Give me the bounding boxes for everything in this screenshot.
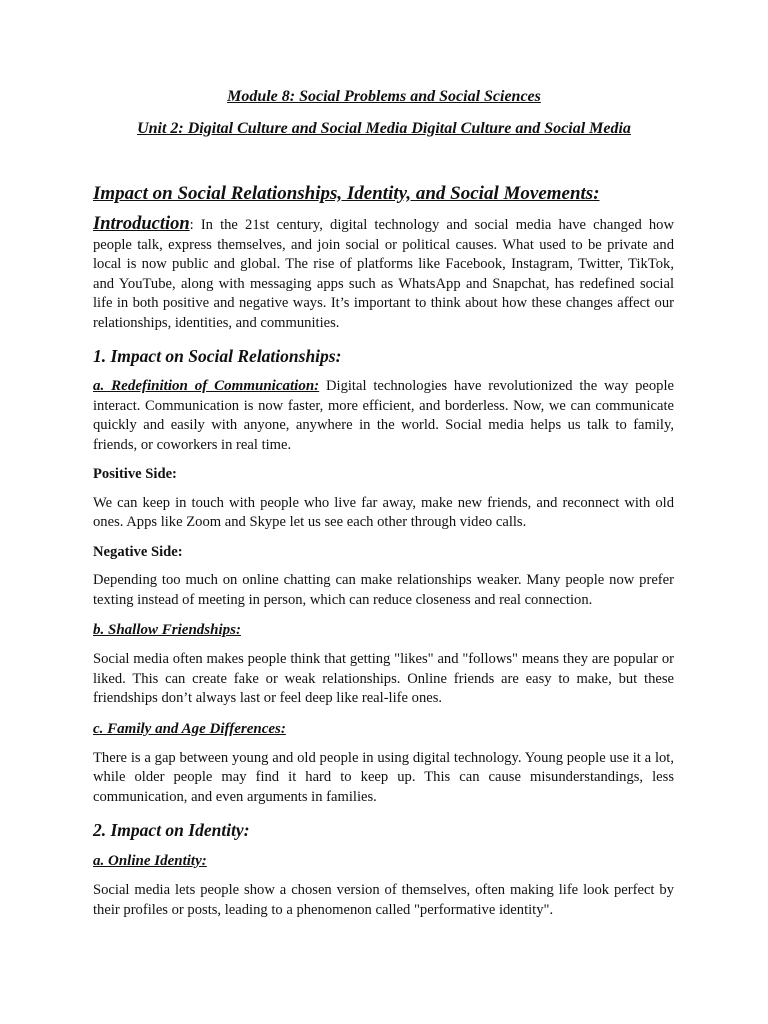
section-2a-text: Social media lets people show a chosen version of themselves, often making life look perfect by their profiles or posts, leading to a phenomenon called "performative identity". xyxy=(93,882,674,918)
negative-side-text: Depending too much on online chatting can make relationships weaker. Many people now prefer texting instead of meeting in person, which can reduce closeness and real connection. xyxy=(93,572,674,608)
section-1a-label: a. Redefinition of Communication: xyxy=(93,378,320,394)
section-1a-paragraph xyxy=(93,377,674,455)
section-1c-label: c. Family and Age Differences: xyxy=(93,720,286,737)
module-title: Module 8: Social Problems and Social Sciences xyxy=(227,88,541,105)
section-1b-label: b. Shallow Friendships: xyxy=(93,622,241,638)
unit-title: Unit 2: Digital Culture and Social Media Digital Culture and Social Media xyxy=(137,120,631,137)
positive-side-text: We can keep in touch with people who live far away, make new friends, and reconnect with old ones. Apps like Zoom and Skype let us see each other through video calls. xyxy=(93,494,674,530)
intro-label: Introduction xyxy=(93,214,190,234)
section-1a-text: Digital technologies have revolutionized the way people interact. Communication is now faster, more efficient, and borderless. Now, we can communicate quickly and easily with anyone, anywhere in the world. Social media helps us talk to family, friends, or coworkers in real time. xyxy=(93,378,675,453)
intro-paragraph xyxy=(93,215,674,333)
intro-text: : In the 21st century, digital technology and social media have changed how people talk, express themselves, and join social or political causes. What used to be private and local is now public and global. The rise of platforms like Facebook, Instagram, Twitter, TikTok, and YouTube, along with messaging apps such as WhatsApp and Snapchat, has redefined social life in both positive and negative ways. It’s important to think about how these changes affect our relationships, identities, and communities. xyxy=(93,217,674,331)
negative-side-label: Negative Side: xyxy=(93,543,183,560)
main-heading: Impact on Social Relationships, Identity, and Social Movements: xyxy=(93,183,600,204)
section-2-heading: 2. Impact on Identity: xyxy=(93,820,250,840)
section-1c-text: There is a gap between young and old people in using digital technology. Young people use it a lot, while older people may find it hard to keep up. This can cause misunderstandings, less communication, and even arguments in families. xyxy=(93,749,674,805)
section-1-heading: 1. Impact on Social Relationships: xyxy=(93,346,342,366)
positive-side-label: Positive Side: xyxy=(93,466,177,482)
document-body xyxy=(93,181,674,930)
section-2a-label: a. Online Identity: xyxy=(93,853,207,869)
section-1b-text: Social media often makes people think that getting "likes" and "follows" means they are popular or liked. This can create fake or weak relationships. Online friends are easy to make, but these friendships don’t always last or feel deep like real-life ones. xyxy=(93,651,674,706)
